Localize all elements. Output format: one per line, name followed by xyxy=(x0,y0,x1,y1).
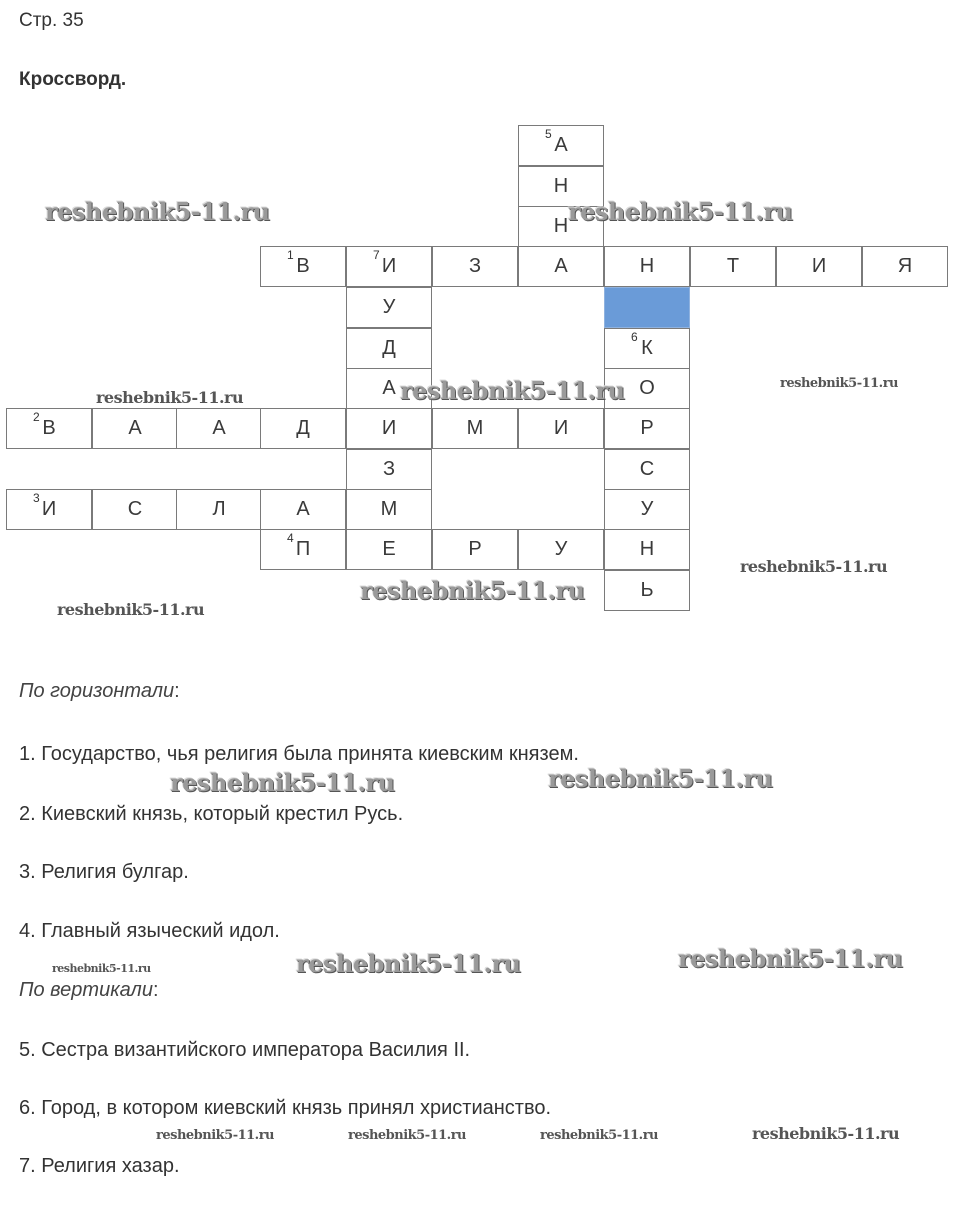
watermark: reshebnik5-11.ru xyxy=(45,197,270,226)
cell-letter: В xyxy=(296,255,310,277)
crossword-cell xyxy=(604,246,690,287)
crossword-cell xyxy=(92,489,178,530)
crossword-cell xyxy=(6,489,92,530)
cell-letter: А xyxy=(554,255,568,277)
crossword-cell xyxy=(346,489,432,530)
section-title: Кроссворд. xyxy=(19,69,127,90)
watermark: reshebnik5-11.ru xyxy=(360,576,585,605)
watermark: reshebnik5-11.ru xyxy=(540,1128,659,1143)
cell-letter: А xyxy=(296,498,310,520)
cell-letter: Д xyxy=(382,337,396,359)
crossword-cell xyxy=(346,246,432,287)
clue-v-5: 5. Сестра византийского императора Василия II. xyxy=(19,1039,471,1061)
clue-number: 4 xyxy=(287,531,294,545)
cell-letter: К xyxy=(641,337,653,359)
cell-letter: П xyxy=(295,538,311,560)
cell-letter: Е xyxy=(382,538,396,560)
crossword-cell xyxy=(518,529,604,570)
crossword-cell xyxy=(604,489,690,530)
cell-letter: Н xyxy=(639,538,655,560)
crossword-cell xyxy=(518,408,604,449)
crossword-cell xyxy=(260,408,346,449)
crossword-cell xyxy=(346,287,432,328)
cell-letter: И xyxy=(381,255,397,277)
watermark: reshebnik5-11.ru xyxy=(296,949,521,978)
watermark: reshebnik5-11.ru xyxy=(780,376,899,391)
crossword-cell xyxy=(604,570,690,611)
cell-letter: З xyxy=(382,458,396,480)
clue-number: 1 xyxy=(287,248,294,262)
cell-letter: Ь xyxy=(640,579,654,601)
crossword-cell xyxy=(260,246,346,287)
crossword-cell xyxy=(260,489,346,530)
cell-letter: И xyxy=(41,498,57,520)
cell-letter: А xyxy=(212,417,226,439)
cell-letter: Р xyxy=(640,417,654,439)
watermark: reshebnik5-11.ru xyxy=(400,376,625,405)
crossword-cell xyxy=(346,328,432,369)
watermark: reshebnik5-11.ru xyxy=(740,557,888,576)
crossword-cell xyxy=(518,125,604,166)
cell-letter: Н xyxy=(639,255,655,277)
clue-heading-vertical: По вертикали: xyxy=(19,979,159,1001)
watermark: reshebnik5-11.ru xyxy=(548,764,773,793)
crossword-cell xyxy=(518,206,604,247)
watermark: reshebnik5-11.ru xyxy=(568,197,793,226)
cell-letter: М xyxy=(466,417,484,439)
crossword-cell xyxy=(776,246,862,287)
watermark: reshebnik5-11.ru xyxy=(156,1128,275,1143)
clue-h-3: 3. Религия булгар. xyxy=(19,861,189,883)
crossword-cell xyxy=(862,246,948,287)
cell-letter: М xyxy=(380,498,398,520)
crossword-cell xyxy=(260,529,346,570)
cell-letter: Л xyxy=(212,498,226,520)
watermark: reshebnik5-11.ru xyxy=(96,388,244,407)
clue-number: 2 xyxy=(33,410,40,424)
cell-letter: И xyxy=(381,417,397,439)
crossword-cell xyxy=(604,529,690,570)
cell-letter: Т xyxy=(726,255,740,277)
cell-letter: Р xyxy=(468,538,482,560)
crossword-cell xyxy=(176,408,262,449)
cell-letter: И xyxy=(811,255,827,277)
clue-number: 6 xyxy=(631,330,638,344)
cell-letter: О xyxy=(639,377,655,399)
cell-letter: У xyxy=(640,498,654,520)
cell-letter: У xyxy=(382,296,396,318)
cell-letter: С xyxy=(127,498,143,520)
crossword-cell xyxy=(432,246,518,287)
crossword-cell xyxy=(6,408,92,449)
cell-letter: У xyxy=(554,538,568,560)
cell-letter: И xyxy=(553,417,569,439)
page-number: Стр. 35 xyxy=(19,10,84,31)
crossword-cell xyxy=(690,246,776,287)
crossword-cell xyxy=(346,529,432,570)
clue-h-4: 4. Главный языческий идол. xyxy=(19,920,280,942)
crossword-cell xyxy=(346,368,432,409)
crossword-cell xyxy=(604,368,690,409)
clue-number: 7 xyxy=(373,248,380,262)
crossword-cell xyxy=(518,246,604,287)
crossword-cell xyxy=(604,449,690,490)
crossword-cell xyxy=(92,408,178,449)
crossword-cell xyxy=(518,166,604,207)
clue-h-2: 2. Киевский князь, который крестил Русь. xyxy=(19,803,404,825)
watermark: reshebnik5-11.ru xyxy=(678,944,903,973)
crossword-cell xyxy=(432,529,518,570)
clue-heading-horizontal: По горизонтали: xyxy=(19,680,180,702)
cell-letter: Д xyxy=(296,417,310,439)
clue-number: 3 xyxy=(33,491,40,505)
watermark: reshebnik5-11.ru xyxy=(52,962,151,975)
cell-letter: Я xyxy=(897,255,913,277)
crossword-cell xyxy=(176,489,262,530)
cell-letter: С xyxy=(639,458,655,480)
watermark: reshebnik5-11.ru xyxy=(348,1128,467,1143)
crossword-cell-shaded xyxy=(604,287,690,328)
cell-letter: Н xyxy=(553,175,569,197)
watermark: reshebnik5-11.ru xyxy=(752,1124,900,1143)
crossword-cell xyxy=(432,408,518,449)
clue-h-1: 1. Государство, чья религия была принята киевским князем. xyxy=(19,743,579,765)
cell-letter: З xyxy=(468,255,482,277)
cell-letter: А xyxy=(128,417,142,439)
cell-letter: В xyxy=(42,417,56,439)
crossword-cell xyxy=(346,449,432,490)
cell-letter: Н xyxy=(553,215,569,237)
watermark: reshebnik5-11.ru xyxy=(57,600,205,619)
crossword-cell xyxy=(346,408,432,449)
crossword-cell xyxy=(604,408,690,449)
watermark: reshebnik5-11.ru xyxy=(170,768,395,797)
cell-letter: А xyxy=(554,134,568,156)
cell-letter: А xyxy=(382,377,396,399)
crossword-cell xyxy=(604,328,690,369)
clue-v-6: 6. Город, в котором киевский князь принял христианство. xyxy=(19,1097,552,1119)
clue-v-7: 7. Религия хазар. xyxy=(19,1155,180,1177)
clue-number: 5 xyxy=(545,127,552,141)
